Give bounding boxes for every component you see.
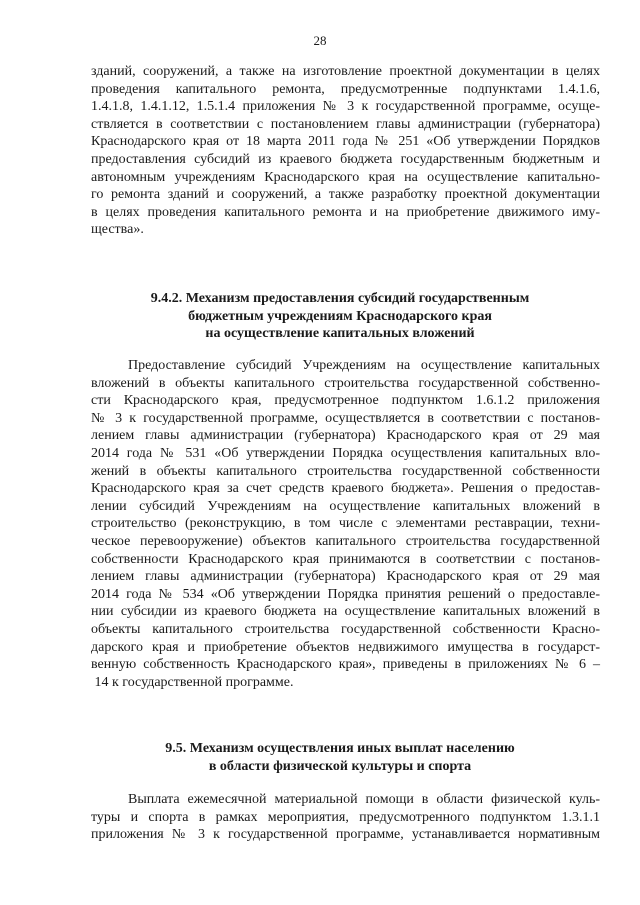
- text-line: приложения № 3 к государственной программе, устанавливается нормативным: [91, 827, 600, 843]
- text-line: 1.4.1.8, 1.4.1.12, 1.5.1.4 приложения № 3 к государственной программе, осуще-: [91, 99, 600, 115]
- section-9-4-2-body: [91, 357, 600, 691]
- text-line: № 3 к государственной программе, осуществляется в соответствии с постанов-: [91, 410, 600, 426]
- text-line: щества».: [91, 222, 144, 238]
- heading-line: 9.5. Механизм осуществления иных выплат населению: [165, 741, 515, 756]
- text-line: предоставления субсидий из краевого бюджета государственным бюджетным и: [91, 151, 600, 167]
- text-line: в целях проведения капитального ремонта и на приобретение движимого иму-: [91, 204, 600, 220]
- heading-line: на осуществление капитальных вложений: [205, 326, 475, 342]
- text-line: венную собственность Краснодарского края», приведены в приложениях № 6 –: [91, 657, 600, 673]
- text-line: 2014 года № 531 «Об утверждении Порядка осуществления капитальных вло-: [91, 445, 600, 461]
- heading-line: бюджетным учреждениям Краснодарского края: [188, 308, 492, 324]
- text-line: лением главы администрации (губернатора) Краснодарского края от 29 мая: [91, 569, 600, 585]
- section-heading-9-5: [80, 740, 600, 775]
- text-line: дарского края и приобретение объектов недвижимого имущества в государст-: [91, 639, 600, 655]
- text-line: проведения капитального ремонта, предусмотренные подпунктами 1.4.1.6,: [91, 81, 600, 97]
- section-9-5-body: [91, 791, 600, 844]
- text-line: ческое перевооружение) объектов капитального строительства государственной: [91, 533, 600, 549]
- text-line: сти Краснодарского края, предусмотренное подпунктом 1.6.1.2 приложения: [91, 393, 600, 409]
- text-line: Краснодарского края за счет средств краевого бюджета». Решения о предостав-: [91, 481, 600, 497]
- text-line: лении субсидий Учреждениям на осуществление капитальных вложений в: [91, 498, 600, 514]
- text-line: туры и спорта в рамках мероприятия, предусмотренного подпунктом 1.3.1.1: [91, 809, 600, 825]
- text-line: ствляется в соответствии с постановлением главы администрации (губернатора): [91, 116, 600, 132]
- text-line: вложений в объекты капитального строительства государственной собственно-: [91, 375, 600, 391]
- text-line: объекты капитального строительства государственной собственности Красно-: [91, 621, 600, 637]
- text-line: жений в объекты капитального строительства государственной собственности: [91, 463, 600, 479]
- text-line: автономным учреждениям Краснодарского края на осуществление капитально-: [91, 169, 600, 185]
- text-line: Краснодарского края от 18 марта 2011 года № 251 «Об утверждении Порядков: [91, 134, 600, 150]
- text-line: зданий, сооружений, а также на изготовление проектной документации в целях: [91, 64, 600, 79]
- text-line: го ремонта зданий и сооружений, а также разработку проектной документации: [91, 187, 600, 203]
- paragraph-continuation: [91, 63, 600, 239]
- text-line: строительство (реконструкцию, в том числе с элементами реставрации, техни-: [91, 516, 600, 532]
- text-line: собственности Краснодарского края принимаются в соответствии с постанов-: [91, 551, 600, 567]
- heading-line: в области физической культуры и спорта: [208, 758, 472, 774]
- text-line: лением главы администрации (губернатора) Краснодарского края от 29 мая: [91, 428, 600, 444]
- text-line: нии субсидии из краевого бюджета на осуществление капитальных вложений в: [91, 604, 600, 620]
- text-line: 14 к государственной программе.: [91, 674, 294, 690]
- page-number: 28: [313, 33, 327, 48]
- text-line: 2014 года № 534 «Об утверждении Порядка принятия решений о предоставле-: [91, 586, 600, 602]
- text-line: Предоставление субсидий Учреждениям на осуществление капитальных: [128, 358, 600, 373]
- text-line: Выплата ежемесячной материальной помощи в области физической куль-: [128, 792, 600, 807]
- heading-line: 9.4.2. Механизм предоставления субсидий государственным: [150, 291, 530, 306]
- section-heading-9-4-2: [80, 290, 600, 343]
